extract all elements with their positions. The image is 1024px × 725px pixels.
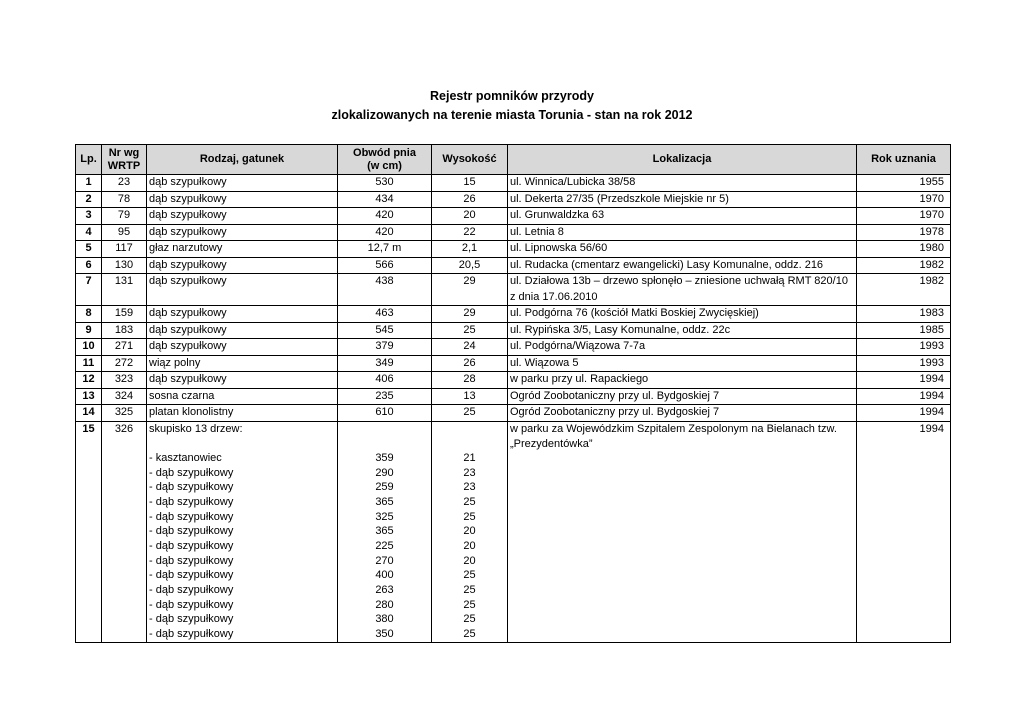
tree-circumference: 259 [375,481,394,494]
cell-nr: 272 [102,355,147,372]
cell-rodzaj: dąb szypułkowy [147,274,338,306]
spacer-line [340,422,429,437]
cell-wysokosc: 28 [432,372,508,389]
header-nr [102,145,147,175]
cell-obwod: 12,7 m [338,241,432,258]
cell-lokalizacja: ul. Winnica/Lubicka 38/58 [508,175,857,192]
tree-species: - dąb szypułkowy [149,598,234,611]
tree-height: 25 [463,598,476,611]
cell-obwod: 610 [338,405,432,422]
cell-rodzaj: sosna czarna [147,388,338,405]
tree-species: - dąb szypułkowy [149,540,234,552]
cell-nr: 325 [102,405,147,422]
tree-height: 23 [463,481,476,494]
header-rok: Rok uznania [857,145,951,175]
cell-rok: 1993 [857,355,951,372]
table-row [76,405,951,422]
tree-species: - dąb szypułkowy [149,481,234,494]
cell-obwod: 379 [338,339,432,356]
table-row [76,339,951,356]
cell-nr: 183 [102,322,147,339]
tree-species: - kasztanowiec [149,451,222,464]
table-row [76,355,951,372]
cell-lp: 12 [76,372,102,389]
header-wysokosc: Wysokość [432,145,508,175]
tree-circumference: 263 [375,584,394,597]
cell-lokalizacja: w parku przy ul. Rapackiego [508,372,857,389]
cell-lokalizacja: ul. Wiązowa 5 [508,355,857,372]
cell-rok: 1955 [857,175,951,192]
cell-lp: 7 [76,274,102,306]
cell-rok: 1993 [857,339,951,356]
document-subtitle: zlokalizowanych na terenie miasta Torunia - stan na rok 2012 [331,108,693,122]
tree-height: 20 [463,525,476,538]
table-row [76,306,951,323]
cell-rodzaj: głaz narzutowy [147,241,338,258]
cell-wysokosc: 13 [432,388,508,405]
cell-rok: 1985 [857,322,951,339]
table-row [76,388,951,405]
cell-rok: 1994 [857,372,951,389]
cell-wysokosc: 22 [432,224,508,241]
spacer-line [149,436,335,451]
table-row [76,274,951,306]
cell-obwod: 434 [338,191,432,208]
tree-circumference: 270 [375,554,394,567]
tree-species: - dąb szypułkowy [149,510,234,523]
table-row [76,191,951,208]
cell-obwod: 530 [338,175,432,192]
tree-height: 21 [463,451,476,464]
cell-nr: 323 [102,372,147,389]
register-table [75,144,951,643]
cell-nr: 130 [102,257,147,274]
tree-circumference: 225 [375,540,394,552]
table-row [76,257,951,274]
cell-lp: 10 [76,339,102,356]
cell-rodzaj: dąb szypułkowy [147,306,338,323]
cell-rok: 1983 [857,306,951,323]
cell-nr: 131 [102,274,147,306]
cell-nr: 326 [102,421,147,642]
cell-rodzaj: dąb szypułkowy [147,372,338,389]
cell-wysokosc: 29 [432,306,508,323]
group-label: skupisko 13 drzew: [149,422,243,435]
tree-circumference: 280 [375,598,394,611]
tree-height: 25 [463,510,476,523]
tree-height: 25 [463,628,476,641]
tree-height: 20 [463,540,476,552]
cell-obwod: 235 [338,388,432,405]
cell-wysokosc: 29 [432,274,508,306]
cell-rok: 1970 [857,208,951,225]
document-title: Rejestr pomników przyrody [430,89,594,103]
cell-nr: 159 [102,306,147,323]
cell-nr: 271 [102,339,147,356]
tree-height: 25 [463,495,476,508]
cell-rodzaj: wiąz polny [147,355,338,372]
cell-rodzaj: dąb szypułkowy [147,208,338,225]
tree-species: - dąb szypułkowy [149,466,234,479]
tree-species: - dąb szypułkowy [149,584,234,597]
table-row [76,322,951,339]
cell-lp: 4 [76,224,102,241]
cell-nr: 117 [102,241,147,258]
tree-height: 25 [463,613,476,626]
cell-obwod [338,421,432,642]
tree-circumference: 325 [375,510,394,523]
cell-obwod: 420 [338,208,432,225]
cell-lp: 5 [76,241,102,258]
tree-height: 25 [463,569,476,582]
tree-circumference: 400 [375,569,394,582]
cell-lp: 14 [76,405,102,422]
cell-rodzaj [147,421,338,642]
cell-rodzaj: platan klonolistny [147,405,338,422]
table-row [76,241,951,258]
cell-obwod: 545 [338,322,432,339]
cell-lokalizacja: ul. Rypińska 3/5, Lasy Komunalne, oddz. 22c [508,322,857,339]
cell-wysokosc: 25 [432,405,508,422]
table-row [76,224,951,241]
cell-wysokosc: 25 [432,322,508,339]
cell-lp: 2 [76,191,102,208]
cell-obwod: 438 [338,274,432,306]
cell-rodzaj: dąb szypułkowy [147,322,338,339]
header-obwod [338,145,432,175]
header-rodzaj: Rodzaj, gatunek [147,145,338,175]
cell-rodzaj: dąb szypułkowy [147,191,338,208]
header-lokalizacja: Lokalizacja [508,145,857,175]
cell-lokalizacja: w parku za Wojewódzkim Szpitalem Zespolonym na Bielanach tzw. „Prezydentówka” [508,421,857,642]
cell-lokalizacja: ul. Dekerta 27/35 (Przedszkole Miejskie nr 5) [508,191,857,208]
header-lp: Lp. [76,145,102,175]
cell-rodzaj: dąb szypułkowy [147,339,338,356]
cell-lp: 11 [76,355,102,372]
header-obwod-line1: Obwód pnia [353,146,416,159]
cell-obwod: 420 [338,224,432,241]
cell-lp: 15 [76,421,102,642]
cell-lokalizacja: ul. Podgórna 76 (kościół Matki Boskiej Zwycięskiej) [508,306,857,323]
cell-wysokosc [432,421,508,642]
tree-circumference: 380 [375,613,394,626]
header-nr-line1: Nr wg [108,146,140,159]
cell-rok: 1982 [857,257,951,274]
tree-height: 23 [463,466,476,479]
tree-species: - dąb szypułkowy [149,495,234,508]
cell-lokalizacja: ul. Lipnowska 56/60 [508,241,857,258]
cell-obwod: 406 [338,372,432,389]
cell-lp: 8 [76,306,102,323]
spacer-line [434,436,505,451]
cell-nr: 78 [102,191,147,208]
cell-lp: 1 [76,175,102,192]
tree-species: - dąb szypułkowy [149,554,234,567]
cell-lokalizacja: Ogród Zoobotaniczny przy ul. Bydgoskiej 7 [508,388,857,405]
tree-circumference: 365 [375,495,394,508]
header-nr-line2: WRTP [107,159,141,172]
cell-wysokosc: 26 [432,191,508,208]
cell-lp: 9 [76,322,102,339]
cell-nr: 23 [102,175,147,192]
tree-height: 25 [463,584,476,597]
cell-rodzaj: dąb szypułkowy [147,224,338,241]
cell-rok: 1982 [857,274,951,306]
cell-lokalizacja: ul. Grunwaldzka 63 [508,208,857,225]
cell-rok: 1978 [857,224,951,241]
tree-species: - dąb szypułkowy [149,569,234,582]
cell-rodzaj: dąb szypułkowy [147,257,338,274]
cell-rok: 1994 [857,388,951,405]
cell-lp: 13 [76,388,102,405]
cell-wysokosc: 26 [432,355,508,372]
tree-species: - dąb szypułkowy [149,525,234,538]
cell-rodzaj: dąb szypułkowy [147,175,338,192]
cell-lokalizacja: ul. Działowa 13b – drzewo spłonęło – zniesione uchwałą RMT 820/10 z dnia 17.06.2010 [508,274,857,306]
cell-lokalizacja: ul. Letnia 8 [508,224,857,241]
cell-wysokosc: 15 [432,175,508,192]
cell-rok: 1970 [857,191,951,208]
cell-rok: 1994 [857,405,951,422]
cell-obwod: 566 [338,257,432,274]
tree-species: - dąb szypułkowy [149,613,234,626]
tree-species: - dąb szypułkowy [149,628,234,641]
header-row [76,145,951,175]
table-row [76,372,951,389]
cell-lp: 6 [76,257,102,274]
cell-lp: 3 [76,208,102,225]
cell-obwod: 349 [338,355,432,372]
cell-wysokosc: 24 [432,339,508,356]
tree-circumference: 290 [375,466,394,479]
tree-circumference: 365 [375,525,394,538]
spacer-line [434,422,505,437]
cell-wysokosc: 20,5 [432,257,508,274]
spacer-line [340,436,429,451]
cell-rok: 1994 [857,421,951,642]
table-row [76,175,951,192]
cell-rok: 1980 [857,241,951,258]
cell-lokalizacja: ul. Rudacka (cmentarz ewangelicki) Lasy Komunalne, oddz. 216 [508,257,857,274]
tree-circumference: 359 [375,451,394,464]
cell-lokalizacja: Ogród Zoobotaniczny przy ul. Bydgoskiej 7 [508,405,857,422]
cell-nr: 79 [102,208,147,225]
tree-circumference: 350 [375,628,394,641]
cell-lokalizacja: ul. Podgórna/Wiązowa 7-7a [508,339,857,356]
cell-wysokosc: 2,1 [432,241,508,258]
table-row [76,208,951,225]
cell-obwod: 463 [338,306,432,323]
header-obwod-line2: (w cm) [367,159,402,172]
cell-wysokosc: 20 [432,208,508,225]
table-row-group [76,421,951,642]
cell-nr: 95 [102,224,147,241]
cell-nr: 324 [102,388,147,405]
tree-height: 20 [463,554,476,567]
